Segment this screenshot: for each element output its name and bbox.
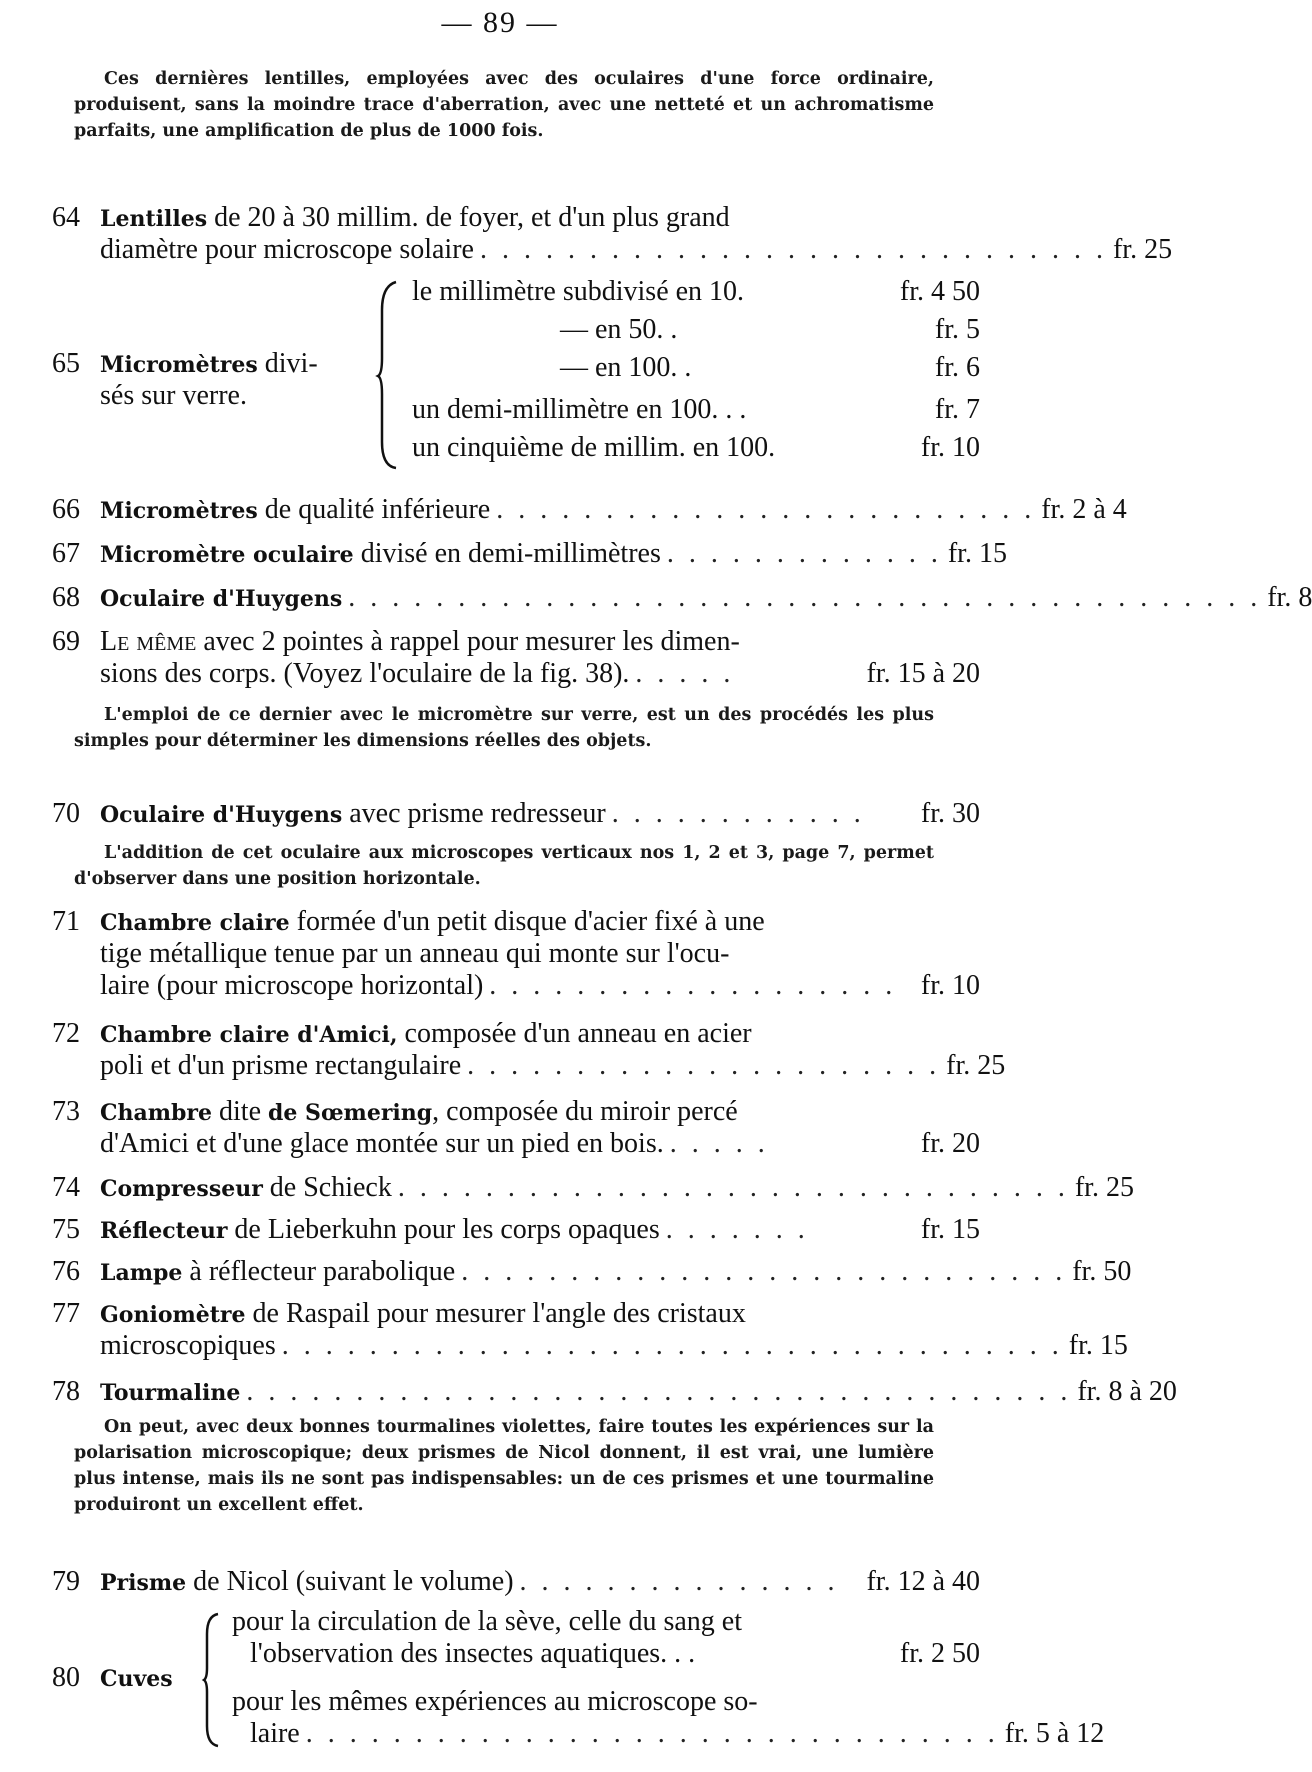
item-text: de Schieck xyxy=(269,1172,392,1203)
item-number: 68 xyxy=(52,582,80,613)
item-text: de Lieberkuhn pour les corps opaques xyxy=(234,1214,660,1245)
note-item-70 xyxy=(74,840,934,892)
item-text: laire (pour microscope horizontal) xyxy=(100,970,484,1001)
note-text: L'addition de cet oculaire aux microscopes verticaux nos 1, 2 et 3, page 7, permet d'observer dans une position horizontale. xyxy=(74,843,934,889)
option-text: un cinquième de millim. en 100. xyxy=(412,432,776,463)
item-price: fr. 15 à 20 xyxy=(866,658,980,689)
item-price: fr. 15 xyxy=(920,1214,980,1245)
item-number: 70 xyxy=(52,798,80,829)
option-text: — en 50. . xyxy=(560,314,678,345)
item-price: fr. 15 xyxy=(947,538,1007,569)
item-keyword: Prisme xyxy=(100,1570,187,1596)
item-text: sions des corps. (Voyez l'oculaire de la fig. 38). xyxy=(100,658,630,689)
item-number: 64 xyxy=(52,202,80,233)
option-text: pour la circulation de la sève, celle du sang et xyxy=(232,1606,743,1637)
item-text: d'Amici et d'une glace montée sur un pied en bois. xyxy=(100,1128,664,1159)
item-keyword: Goniomètre xyxy=(100,1302,246,1328)
item-keyword: Micromètres xyxy=(100,352,258,378)
item-price: fr. 15 xyxy=(1068,1330,1128,1361)
note-lenses xyxy=(74,66,934,144)
item-price: fr. 20 xyxy=(920,1128,980,1159)
item-keyword: Chambre claire d'Amici, xyxy=(100,1022,398,1048)
note-lenses-text: Ces dernières lentilles, employées avec des oculaires d'une force ordinaire, produisent, sans la moindre trace d'aberration, avec une netteté et un achromatisme parfaits, une amplification de plus de 1000 fois. xyxy=(74,69,934,141)
item-text: diamètre pour microscope solaire xyxy=(100,234,474,265)
item-text: de 20 à 30 millim. de foyer, et d'un plus grand xyxy=(214,202,730,233)
option-price: fr. 5 xyxy=(934,314,980,345)
item-number: 73 xyxy=(52,1096,80,1127)
item-text: avec prisme redresseur xyxy=(349,798,606,829)
item-keyword: Chambre claire xyxy=(100,910,290,936)
option-text: laire xyxy=(250,1718,300,1749)
item-text: avec 2 pointes à rappel pour mesurer les dimen- xyxy=(203,626,740,657)
item-price: fr. 25 xyxy=(1112,234,1173,265)
item-text: poli et d'un prisme rectangulaire xyxy=(100,1050,462,1081)
option-text: un demi-millimètre en 100. . . xyxy=(412,394,747,425)
item-number: 65 xyxy=(52,348,80,379)
leader-dots: . . . . . . . . . . . . . . . . . . . xyxy=(489,970,897,1001)
item-price: fr. 25 xyxy=(946,1050,1006,1081)
item-text: formée d'un petit disque d'acier fixé à une xyxy=(296,906,765,937)
item-number: 80 xyxy=(52,1662,80,1693)
option-price: fr. 6 xyxy=(934,352,980,383)
leader-dots: . . . . . . . . . . . . . . . . . . . . . . . . . xyxy=(496,494,1036,525)
leader-dots: . . . . . xyxy=(635,658,735,689)
item-text: tige métallique tenue par un anneau qui monte sur l'ocu- xyxy=(100,938,730,969)
item-text: divisé en demi-millimètres xyxy=(360,538,661,569)
option-price: fr. 5 à 12 xyxy=(1004,1718,1105,1749)
item-keyword: Le même xyxy=(100,626,197,657)
curly-bracket xyxy=(376,280,400,470)
item-80 xyxy=(20,1606,1105,1756)
item-text: , composée du miroir percé xyxy=(432,1096,738,1127)
item-keyword: Micromètre oculaire xyxy=(100,542,354,568)
option-price: fr. 7 xyxy=(934,394,980,425)
item-number: 71 xyxy=(52,906,80,937)
item-price: fr. 2 à 4 xyxy=(1041,494,1127,525)
option-price: fr. 10 xyxy=(920,432,980,463)
item-keyword: Lentilles xyxy=(100,206,208,232)
item-text: de Raspail pour mesurer l'angle des cristaux xyxy=(252,1298,746,1329)
option-price: fr. 4 50 xyxy=(899,276,980,307)
item-text: divi- xyxy=(264,348,318,379)
leader-dots: . . . . . . . . . . . . . . . . . . . . . . . . . . . . . xyxy=(479,234,1107,265)
item-text: de qualité inférieure xyxy=(264,494,491,525)
item-number: 69 xyxy=(52,626,80,657)
item-number: 66 xyxy=(52,494,80,525)
item-number: 67 xyxy=(52,538,80,569)
page-number: — 89 — xyxy=(441,6,559,39)
note-item-78 xyxy=(74,1414,934,1518)
note-text: L'emploi de ce dernier avec le micromètre sur verre, est un des procédés les plus simples pour déterminer les dimensions réelles des objets. xyxy=(74,705,934,751)
curly-bracket xyxy=(202,1612,222,1748)
leader-dots: . . . . . . . . . . . . . . . . . . . . . . . . . . . . . . . . xyxy=(305,1718,999,1749)
option-text: pour les mêmes expériences au microscope so- xyxy=(232,1686,758,1717)
option-text: le millimètre subdivisé en 10. xyxy=(412,276,745,307)
item-number: 78 xyxy=(52,1376,80,1407)
item-text: à réflecteur parabolique xyxy=(189,1256,456,1287)
item-number: 77 xyxy=(52,1298,80,1329)
leader-dots: . . . . . . . . . . . . . . . . . . . . . . . . . . . . . . . . . . . . . . . . . . xyxy=(348,582,1262,613)
leader-dots: . . . . . . . . . . . . xyxy=(611,798,865,829)
item-text: sés sur verre. xyxy=(100,380,247,411)
item-text: dite xyxy=(219,1096,262,1127)
item-price: fr. 25 xyxy=(1074,1172,1134,1203)
item-price: fr. 50 xyxy=(1072,1256,1132,1287)
leader-dots: . . . . . . . . . . . . . . . . . . . . . . xyxy=(467,1050,941,1081)
leader-dots: . . . . . xyxy=(669,1128,769,1159)
note-text: On peut, avec deux bonnes tourmalines violettes, faire toutes les expériences sur la polarisation microscopique; deux prismes de Nicol donnent, il est vrai, une lumière plus intense, mais ils ne sont pas indispensables: un de ces prismes et une tourmaline produiront un excellent effet. xyxy=(74,1417,934,1515)
leader-dots: . . . . . . . xyxy=(665,1214,809,1245)
item-number: 74 xyxy=(52,1172,80,1203)
item-number: 75 xyxy=(52,1214,80,1245)
leader-dots: . . . . . . . . . . . . . . . . . . . . . . . . . . . . . . . . . . . . xyxy=(281,1330,1063,1361)
item-text: composée d'un anneau en acier xyxy=(404,1018,752,1049)
item-number: 76 xyxy=(52,1256,80,1287)
item-keyword: Tourmaline xyxy=(100,1380,241,1406)
item-keyword: Micromètres xyxy=(100,498,258,524)
leader-dots: . . . . . . . . . . . . . . . . . . . . . . . . . . . . . . . xyxy=(397,1172,1069,1203)
item-keyword: de Sœmering xyxy=(268,1100,433,1126)
leader-dots: . . . . . . . . . . . . . . . xyxy=(519,1566,839,1597)
item-text: microscopiques xyxy=(100,1330,276,1361)
leader-dots: . . . . . . . . . . . . . . . . . . . . . . . . . . . . xyxy=(461,1256,1067,1287)
item-price: fr. 10 xyxy=(920,970,980,1001)
item-keyword: Oculaire d'Huygens xyxy=(100,586,343,612)
item-price: fr. 8 à 20 xyxy=(1077,1376,1177,1407)
item-65 xyxy=(20,276,980,472)
item-keyword: Réflecteur xyxy=(100,1218,228,1244)
leader-dots: . . . . . . . . . . . . . . . . . . . . . . . . . . . . . . . . . . . . . . xyxy=(246,1376,1072,1407)
item-keyword: Cuves xyxy=(100,1666,173,1692)
item-price: fr. 12 à 40 xyxy=(866,1566,980,1597)
note-item-69 xyxy=(74,702,934,754)
item-keyword: Compresseur xyxy=(100,1176,263,1202)
item-text: de Nicol (suivant le volume) xyxy=(193,1566,514,1597)
option-text: l'observation des insectes aquatiques. . . xyxy=(250,1638,696,1669)
item-number: 79 xyxy=(52,1566,80,1597)
item-keyword: Oculaire d'Huygens xyxy=(100,802,343,828)
item-number: 72 xyxy=(52,1018,80,1049)
option-text: — en 100. . xyxy=(560,352,692,383)
option-price: fr. 2 50 xyxy=(899,1638,980,1669)
item-keyword: Chambre xyxy=(100,1100,213,1126)
item-keyword: Lampe xyxy=(100,1260,183,1286)
item-price: fr. 30 xyxy=(920,798,980,829)
leader-dots: . . . . . . . . . . . . . xyxy=(666,538,942,569)
item-price: fr. 8 xyxy=(1267,582,1312,613)
